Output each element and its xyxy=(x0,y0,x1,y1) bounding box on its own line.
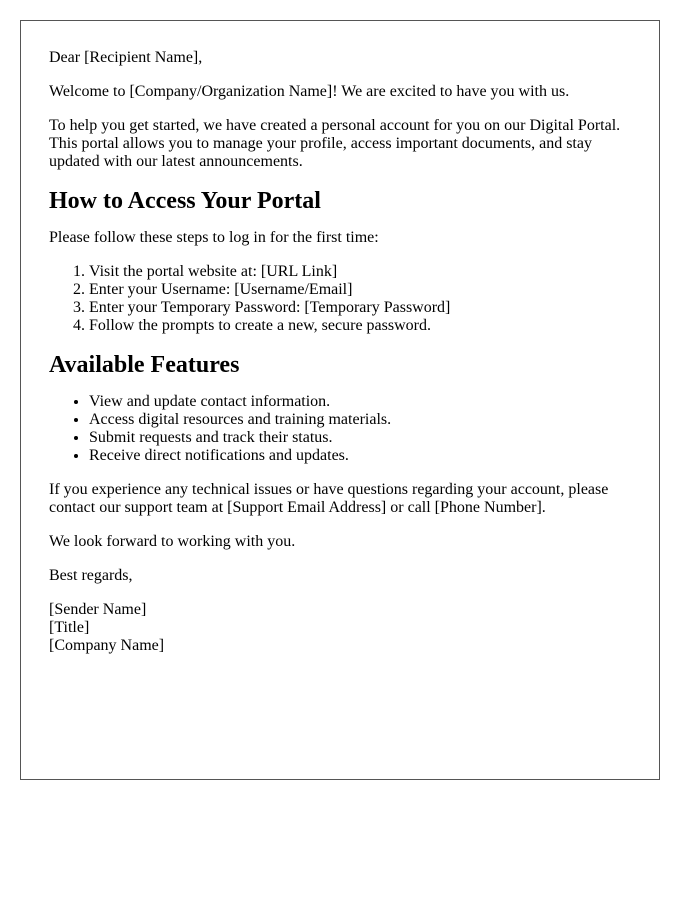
access-step: 2. Enter your Username: [Username/Email] xyxy=(89,281,639,299)
feature-item: • View and update contact information. xyxy=(89,393,639,411)
access-lead: Please follow these steps to log in for the first time: xyxy=(49,229,379,246)
sender-title: [Title] xyxy=(49,619,90,636)
feature-item: • Submit requests and track their status. xyxy=(89,429,639,447)
features-heading: Available Features xyxy=(49,352,240,378)
salutation: Dear [Recipient Name], xyxy=(49,49,203,66)
letter-body xyxy=(49,49,639,671)
access-step: 1. Visit the portal website at: [URL Link] xyxy=(89,263,639,281)
closing-note: We look forward to working with you. xyxy=(49,533,296,550)
access-heading: How to Access Your Portal xyxy=(49,188,321,214)
welcome-paragraph: Welcome to [Company/Organization Name]! We are excited to have you with us. xyxy=(49,83,570,100)
signoff: Best regards, xyxy=(49,567,133,584)
features-list xyxy=(49,393,639,465)
intro-paragraph: To help you get started, we have created a personal account for you on our Digital Portal. This portal allows you to manage your profile, access important documents, and stay updated with our latest announcements. xyxy=(49,117,621,170)
access-step: 3. Enter your Temporary Password: [Temporary Password] xyxy=(89,299,639,317)
letter-frame xyxy=(20,20,660,780)
support-paragraph: If you experience any technical issues or have questions regarding your account, please contact our support team at [Support Email Address] or call [Phone Number]. xyxy=(49,481,609,516)
feature-item: • Receive direct notifications and updates. xyxy=(89,447,639,465)
access-step: 4. Follow the prompts to create a new, secure password. xyxy=(89,317,639,335)
feature-item: • Access digital resources and training materials. xyxy=(89,411,639,429)
access-steps-list xyxy=(49,263,639,335)
sender-company: [Company Name] xyxy=(49,637,165,654)
sender-name: [Sender Name] xyxy=(49,601,147,618)
signature-block xyxy=(49,601,639,655)
